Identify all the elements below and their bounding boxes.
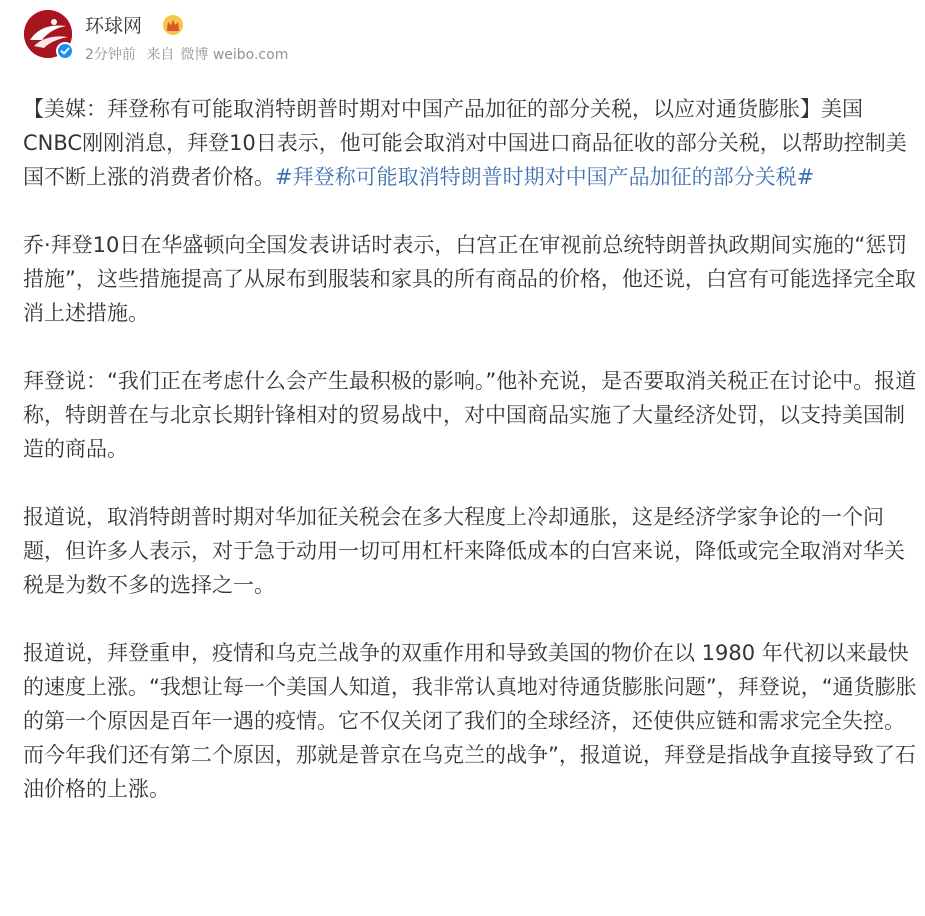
paragraph-5: 报道说，拜登重申，疫情和乌克兰战争的双重作用和导致美国的物价在以 1980 年代初以来最快的速度上涨。“我想让每一个美国人知道，我非常认真地对待通货膨胀问题”，拜登说，“通货膨胀的第一个原因是百年一遇的疫情。它不仅关闭了我们的全球经济，还使供应链和需求完全失控。而今年我们还有第二个原因，那就是普京在乌克兰的战争”，报道说，拜登是指战争直接导致了石油价格的上涨。 [23,641,917,801]
post-time[interactable]: 2分钟前 [85,47,136,63]
hashtag-link[interactable]: #拜登称可能取消特朗普时期对中国产品加征的部分关税# [275,165,815,189]
post-content [23,92,919,840]
source-prefix: 来自 [146,47,175,63]
post-source[interactable]: 微博 weibo.com [180,47,289,63]
paragraph-1 [23,92,919,194]
paragraph-1-text: 【美媒：拜登称有可能取消特朗普时期对中国产品加征的部分关税，以应对通货膨胀】美国CNBC刚刚消息，拜登10日表示，他可能会取消对中国进口商品征收的部分关税，以帮助控制美国不断上涨的消费者价格。 [23,97,907,189]
paragraph-3: 拜登说：“我们正在考虑什么会产生最积极的影响。”他补充说，是否要取消关税正在讨论中。报道称，特朗普在与北京长期针锋相对的贸易战中，对中国商品实施了大量经济处罚，以支持美国制造的商品。 [23,369,917,461]
post-header [0,0,925,80]
crown-icon[interactable] [162,14,184,36]
username[interactable]: 环球网 [85,15,143,37]
paragraph-4: 报道说，取消特朗普时期对华加征关税会在多大程度上冷却通胀，这是经济学家争论的一个问题，但许多人表示，对于急于动用一切可用杠杆来降低成本的白宫来说，降低或完全取消对华关税是为数不多的选择之一。 [23,505,905,597]
paragraph-2: 乔·拜登10日在华盛顿向全国发表讲话时表示，白宫正在审视前总统特朗普执政期间实施的“惩罚措施”，这些措施提高了从尿布到服装和家具的所有商品的价格，他还说，白宫有可能选择完全取消上述措施。 [23,233,916,325]
post-meta [85,46,294,64]
verified-badge-icon [56,42,74,60]
